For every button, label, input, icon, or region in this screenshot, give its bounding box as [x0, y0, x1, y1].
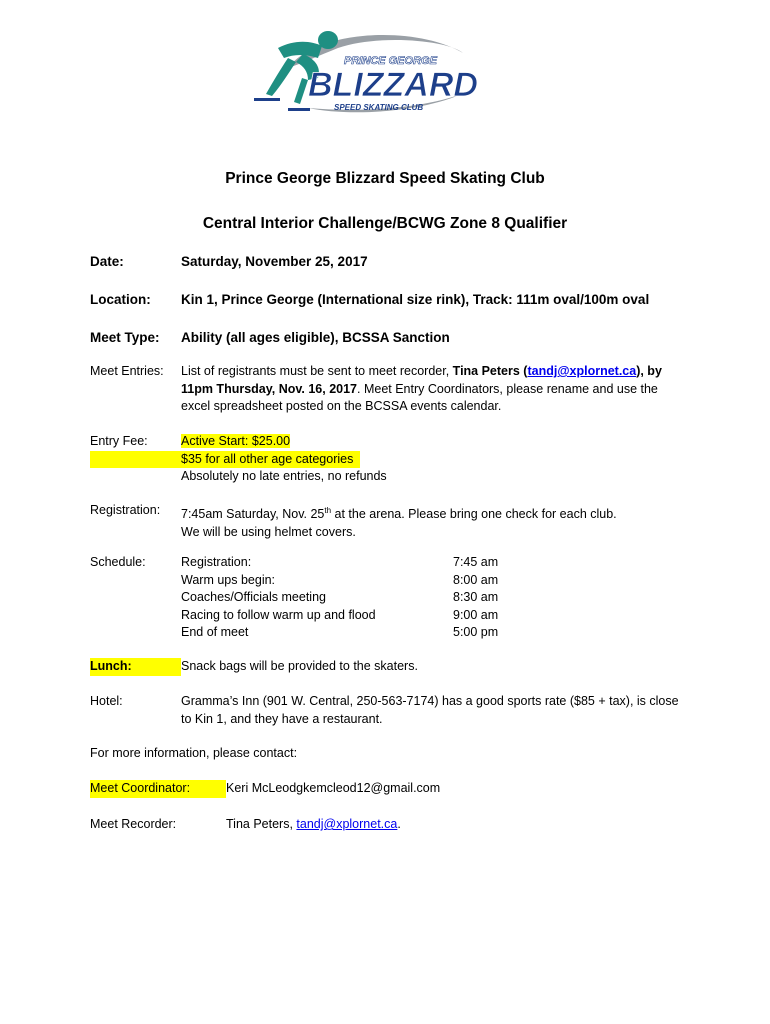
registration-text2: at the arena. Please bring one check for each club.	[331, 507, 617, 522]
fee-other-ages: $35 for all other age categories	[90, 451, 360, 469]
registration-text1: 7:45am Saturday, Nov. 25	[181, 507, 325, 522]
recorder-email[interactable]: tandj@xplornet.ca	[296, 817, 398, 831]
fee-no-refunds: Absolutely no late entries, no refunds	[181, 469, 387, 483]
schedule-item: Warm ups begin: 8:00 am	[181, 572, 499, 587]
recorder-value-name: Tina Peters,	[226, 817, 297, 831]
logo-line2: BLIZZARD	[308, 66, 478, 104]
hotel-label: Hotel:	[90, 694, 123, 708]
entry-fee-label: Entry Fee:	[90, 434, 148, 448]
club-logo	[248, 18, 480, 118]
meet-entries-text: List of registrants must be sent to meet recorder,	[181, 364, 453, 378]
lunch-label: Lunch:	[90, 658, 181, 676]
recorder-name: Tina Peters (	[452, 364, 528, 378]
meet-type-value: Ability (all ages eligible), BCSSA Sanction	[181, 330, 450, 345]
registration-line2: We will be using helmet covers.	[181, 524, 356, 539]
date-value: Saturday, November 25, 2017	[181, 254, 368, 269]
location-value: Kin 1, Prince George (International size rink), Track: 111m oval/100m oval	[181, 292, 650, 307]
contact-intro: For more information, please contact:	[90, 746, 298, 760]
location-label: Location:	[90, 292, 151, 307]
meet-entries-label: Meet Entries:	[90, 364, 164, 378]
date-label: Date:	[90, 254, 124, 269]
logo-line1: PRINCE GEORGE	[344, 55, 437, 67]
entry-fee-value	[181, 433, 681, 486]
hotel-value	[181, 693, 701, 728]
schedule-item: End of meet 5:00 pm	[181, 625, 499, 639]
hotel-line2: to Kin 1, and they have a restaurant.	[181, 711, 383, 726]
registration-value	[181, 502, 681, 541]
registration-label: Registration:	[90, 503, 161, 517]
recorder-value	[226, 816, 726, 834]
page-title: Prince George Blizzard Speed Skating Club	[225, 170, 545, 187]
schedule-item: Coaches/Officials meeting 8:30 am	[181, 590, 499, 604]
schedule-label: Schedule:	[90, 555, 146, 569]
entries-close: ), by	[636, 364, 662, 378]
hotel-line1: Gramma’s Inn (901 W. Central, 250-563-7174) has a good sports rate ($85 + tax), is close	[181, 694, 679, 708]
registration-sup: th	[324, 506, 332, 515]
fee-active-start: Active Start: $25.00	[181, 434, 291, 448]
meet-type-label: Meet Type:	[90, 330, 160, 345]
coordinator-label: Meet Coordinator:	[90, 780, 226, 798]
schedule-item: Registration: 7:45 am	[181, 555, 499, 569]
logo-line3: SPEED SKATING CLUB	[334, 103, 424, 112]
recorder-label: Meet Recorder:	[90, 817, 177, 831]
meet-entries-value	[181, 363, 681, 416]
page-subtitle: Central Interior Challenge/BCWG Zone 8 Qualifier	[202, 215, 568, 232]
entries-text3: excel spreadsheet posted on the BCSSA events calendar.	[181, 399, 502, 413]
coordinator-value: Keri McLeodgkemcleod12@gmail.com	[226, 781, 441, 795]
recorder-end: .	[397, 817, 401, 831]
recorder-email-link[interactable]: tandj@xplornet.ca	[527, 364, 637, 378]
schedule-item: Racing to follow warm up and flood 9:00 am	[181, 607, 499, 622]
entries-text2: . Meet Entry Coordinators, please rename and use the	[357, 381, 658, 396]
lunch-value: Snack bags will be provided to the skaters.	[181, 659, 418, 673]
schedule-list	[181, 554, 511, 642]
entries-deadline: 11pm Thursday, Nov. 16, 2017	[181, 381, 358, 396]
